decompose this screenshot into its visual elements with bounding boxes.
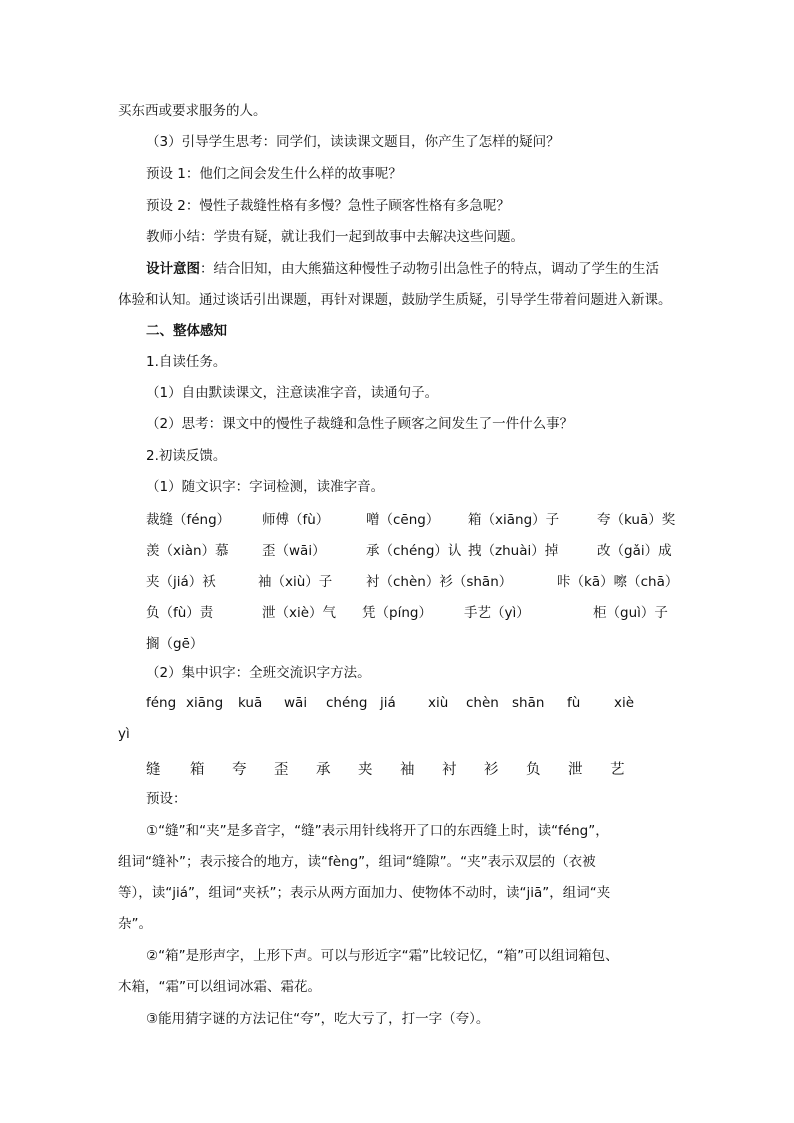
paragraph-line: ③能用猜字谜的方法记住“夸”，吃大亏了，打一字（夸）。 bbox=[146, 1011, 490, 1027]
paragraph-line: 1.自读任务。 bbox=[146, 354, 227, 370]
paragraph-line: 木箱，“霜”可以组词冰霜、霜花。 bbox=[118, 979, 321, 995]
character-item: 艺 bbox=[610, 762, 625, 778]
vocab-item: 凭（píng） bbox=[362, 605, 432, 621]
paragraph-line: 杂”。 bbox=[118, 916, 152, 932]
vocab-item: 箱（xiāng）子 bbox=[468, 512, 560, 528]
character-item: 箱 bbox=[190, 762, 205, 778]
pinyin-item: fù bbox=[567, 695, 581, 711]
pinyin-item: chèn bbox=[466, 695, 499, 711]
pinyin-item: wāi bbox=[284, 695, 308, 711]
vocab-item: 泄（xiè）气 bbox=[262, 605, 337, 621]
paragraph-line: （3）引导学生思考：同学们，读读课文题目，你产生了怎样的疑问？ bbox=[146, 134, 560, 150]
character-item: 泄 bbox=[568, 762, 583, 778]
paragraph-line: 2.初读反馈。 bbox=[146, 448, 227, 464]
vocab-item: 夹（jiá）袄 bbox=[146, 574, 216, 590]
vocab-item: 衬（chèn）衫（shān） bbox=[366, 574, 513, 590]
paragraph-line: 等），读“jiá”，组词“夹袄”；表示从两方面加力、使物体不动时，读“jiā”，组词“夹 bbox=[118, 885, 611, 901]
pinyin-item: féng bbox=[146, 695, 177, 711]
pinyin-item: chéng bbox=[326, 695, 368, 711]
paragraph-line: ①“缝”和“夹”是多音字，“缝”表示用针线将开了口的东西缝上时，读“féng”， bbox=[146, 823, 609, 839]
design-intent-line bbox=[146, 259, 659, 279]
paragraph-line: （1）自由默读课文，注意读准字音，读通句子。 bbox=[146, 385, 439, 401]
section-heading: 二、整体感知 bbox=[146, 323, 227, 339]
vocab-item: 搁（gē） bbox=[146, 636, 204, 652]
vocab-item: 拽（zhuài）掉 bbox=[468, 543, 559, 559]
character-item: 夹 bbox=[358, 762, 373, 778]
paragraph-line: （2）集中识字：全班交流识字方法。 bbox=[146, 665, 371, 681]
paragraph-line: ②“箱”是形声字，上形下声。可以与形近字“霜”比较记忆，“箱”可以组词箱包、 bbox=[146, 948, 619, 964]
vocab-item: 改（gǎi）成 bbox=[597, 543, 672, 559]
paragraph-line: （1）随文识字：字词检测，读准字音。 bbox=[146, 479, 385, 495]
paragraph-line: 买东西或要求服务的人。 bbox=[118, 103, 267, 119]
pinyin-item: xiāng bbox=[186, 695, 224, 711]
design-intent-text: ：结合旧知，由大熊猫这种慢性子动物引出急性子的特点，调动了学生的生活 bbox=[200, 261, 659, 277]
character-item: 歪 bbox=[274, 762, 289, 778]
character-item: 承 bbox=[316, 762, 331, 778]
vocab-item: 羡（xiàn）慕 bbox=[146, 543, 229, 559]
character-item: 缝 bbox=[146, 762, 161, 778]
vocab-item: 手艺（yì） bbox=[464, 605, 530, 621]
pinyin-item: kuā bbox=[238, 695, 263, 711]
vocab-item: 袖（xiù）子 bbox=[258, 574, 333, 590]
design-intent-label: 设计意图 bbox=[146, 261, 200, 277]
vocab-item: 裁缝（féng） bbox=[146, 512, 231, 528]
pinyin-item: yì bbox=[118, 726, 130, 742]
character-item: 负 bbox=[526, 762, 541, 778]
paragraph-line: 教师小结：学贵有疑，就让我们一起到故事中去解决这些问题。 bbox=[146, 229, 524, 245]
vocab-item: 咔（kā）嚓（chā） bbox=[557, 574, 679, 590]
paragraph-line: 预设 2：慢性子裁缝性格有多慢？急性子顾客性格有多急呢？ bbox=[146, 198, 510, 214]
vocab-item: 承（chéng）认 bbox=[366, 543, 462, 559]
vocab-item: 师傅（fù） bbox=[262, 512, 330, 528]
pinyin-item: shān bbox=[512, 695, 545, 711]
paragraph-line: 组词“缝补”；表示接合的地方，读“fèng”，组词“缝隙”。“夹”表示双层的（衣被 bbox=[118, 854, 596, 870]
vocab-item: 夸（kuā）奖 bbox=[597, 512, 676, 528]
vocab-item: 噌（cēng） bbox=[366, 512, 440, 528]
character-item: 夸 bbox=[232, 762, 247, 778]
character-item: 袖 bbox=[400, 762, 415, 778]
vocab-item: 负（fù）责 bbox=[146, 605, 214, 621]
character-item: 衬 bbox=[442, 762, 457, 778]
paragraph-line: （2）思考：课文中的慢性子裁缝和急性子顾客之间发生了一件什么事？ bbox=[146, 416, 574, 432]
paragraph-line: 预设 1：他们之间会发生什么样的故事呢？ bbox=[146, 166, 402, 182]
pinyin-item: xiè bbox=[614, 695, 635, 711]
paragraph-line: 预设： bbox=[146, 791, 187, 807]
pinyin-item: jiá bbox=[380, 695, 396, 711]
pinyin-item: xiù bbox=[428, 695, 449, 711]
paragraph-line: 体验和认知。通过谈话引出课题，再针对课题，鼓励学生质疑，引导学生带着问题进入新课。 bbox=[118, 292, 672, 308]
vocab-item: 歪（wāi） bbox=[262, 543, 326, 559]
vocab-item: 柜（guì）子 bbox=[593, 605, 668, 621]
character-item: 衫 bbox=[484, 762, 499, 778]
